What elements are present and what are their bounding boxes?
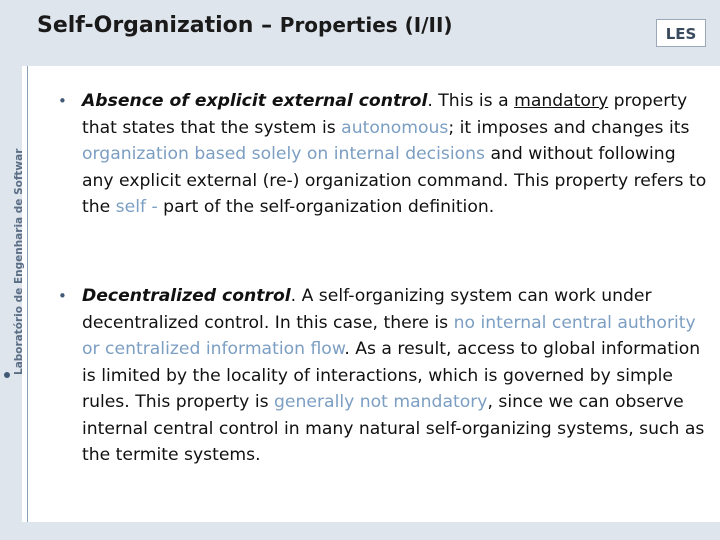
bullet-item-autonomy — [58, 88, 708, 221]
footer-bar — [22, 522, 720, 540]
bullet-term: Absence of explicit external control — [82, 91, 428, 111]
highlighted-text: autonomous — [341, 117, 449, 138]
text-run: ; it imposes and changes its — [448, 117, 690, 138]
sidebar-lab-name: Laboratório de Engenharia de Softwar — [13, 148, 25, 375]
logo-text: LES — [665, 25, 697, 43]
highlighted-text: self - — [115, 197, 164, 217]
bullet-text — [82, 283, 708, 469]
bullet-icon: • — [58, 92, 67, 110]
bullet-icon: • — [58, 287, 67, 305]
highlighted-text: no internal central authority or centralized information flow — [82, 312, 696, 359]
text-run: part of the self-organization definition. — [163, 197, 495, 217]
les-logo — [656, 19, 706, 47]
title-part-1: Self-Organization – — [37, 13, 280, 38]
text-run: and without following any explicit external (re-) organization command. This property refers to the — [82, 144, 707, 217]
slide-title — [37, 13, 453, 38]
text-run: . As a result, access to global information is limited by the locality of interactions, which is governed by simple rules. This property is — [82, 339, 701, 412]
text-run: . A self-organizing system can work under decentralized control. In this case, there is — [82, 286, 652, 333]
side-divider — [27, 66, 28, 522]
highlighted-text: organization based solely on internal decisions — [82, 144, 485, 164]
bullet-item-decentralized — [58, 283, 708, 469]
text-run: , since we can observe internal central control in many natural self-organizing systems, such as the termite systems. — [82, 392, 705, 465]
text-run: property that states that the system is — [82, 91, 688, 138]
underlined-text: mandatory — [514, 91, 609, 111]
bullet-text — [82, 88, 708, 221]
text-run: . This is a — [427, 91, 515, 111]
bullet-term: Decentralized control — [82, 286, 291, 306]
highlighted-text: generally not mandatory — [274, 392, 488, 412]
title-part-2: Properties (I/II) — [279, 13, 453, 37]
sidebar-bullet-icon — [4, 372, 10, 378]
